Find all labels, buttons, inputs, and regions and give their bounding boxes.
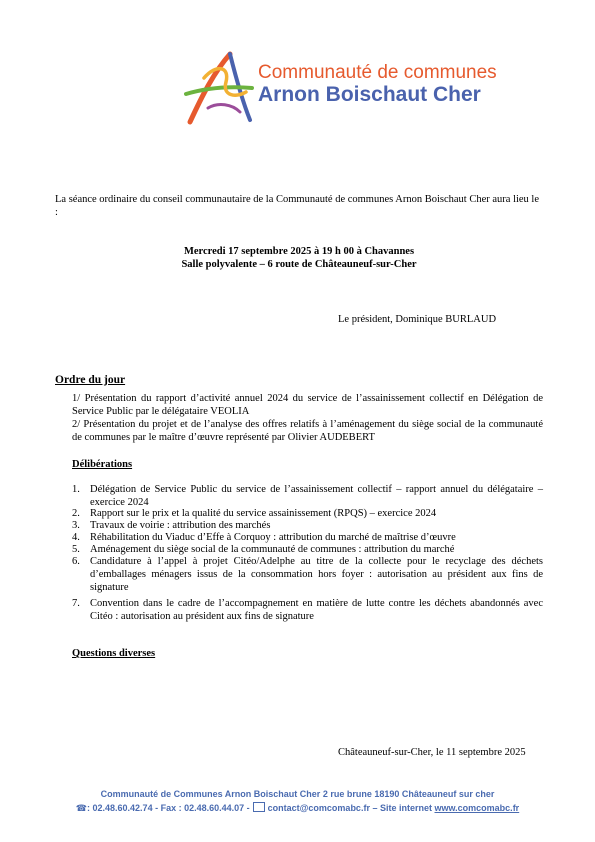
list-item <box>72 597 543 623</box>
phone-icon: ☎ <box>75 803 88 813</box>
list-item-text: Réhabilitation du Viaduc d’Effe à Corquoy : attribution du marché de maîtrise d’œuvre <box>90 532 456 543</box>
list-item-number: 3. <box>72 520 80 531</box>
list-item-text: Délégation de Service Public du service de l’assainissement collectif – rapport annuel du délégataire – exercice 2024 <box>90 484 543 508</box>
list-item-text: Travaux de voirie : attribution des marchés <box>90 520 271 531</box>
logo-line2: Arnon Boischaut Cher <box>258 83 481 106</box>
deliberations-list <box>72 483 543 633</box>
footer-contact <box>20 802 575 814</box>
presentation-1: 1/ Présentation du rapport d’activité annuel 2024 du service de l’assainissement collectif en Délégation de Service Public par le délégataire VEOLIA <box>72 393 543 417</box>
list-item-number: 4. <box>72 532 80 543</box>
logo-line1: Communauté de communes <box>258 62 497 83</box>
list-item <box>72 483 543 509</box>
logo <box>180 38 497 128</box>
footer-email[interactable]: contact@comcomabc.fr <box>267 803 370 813</box>
footer-site-link[interactable]: www.comcomabc.fr <box>434 803 520 813</box>
presentation-2: 2/ Présentation du projet et de l’analyse des offres relatifs à l’aménagement du siège social de la communauté de communes par le maître d’œuvre représenté par Olivier AUDEBERT <box>72 419 543 443</box>
deliberations-title: Délibérations <box>72 459 133 470</box>
footer <box>20 788 575 814</box>
questions-title: Questions diverses <box>72 648 156 659</box>
list-item-text: Aménagement du siège social de la communauté de communes : attribution du marché <box>90 544 455 555</box>
list-item-number: 5. <box>72 544 80 555</box>
footer-site-label: – Site internet <box>372 803 432 813</box>
list-item <box>72 555 543 594</box>
intro-text: La séance ordinaire du conseil communautaire de la Communauté de communes Arnon Boischaut Cher aura lieu le : <box>55 194 540 218</box>
meeting-date: Mercredi 17 septembre 2025 à 19 h 00 à Chavannes <box>183 246 415 257</box>
list-item-number: 1. <box>72 484 80 495</box>
meeting-place: Salle polyvalente – 6 route de Châteauneuf-sur-Cher <box>181 259 417 270</box>
president-line: Le président, Dominique BURLAUD <box>338 314 497 325</box>
signature-place-date: Châteauneuf-sur-Cher, le 11 septembre 2025 <box>338 747 526 758</box>
footer-address: Communauté de Communes Arnon Boischaut Cher 2 rue brune 18190 Châteauneuf sur cher <box>100 789 495 799</box>
logo-mark <box>180 38 260 128</box>
email-icon <box>253 802 265 812</box>
agenda-title: Ordre du jour <box>55 374 126 386</box>
list-item-text: Rapport sur le prix et la qualité du service assainissement (RPQS) – exercice 2024 <box>90 508 437 519</box>
list-item-number: 2. <box>72 508 80 519</box>
list-item-text: Convention dans le cadre de l’accompagnement en matière de lutte contre les déchets abandonnés avec Citéo : autorisation au président aux fins de signature <box>90 598 543 622</box>
list-item-number: 7. <box>72 598 80 609</box>
list-item-number: 6. <box>72 556 80 567</box>
list-item-text: Candidature à l’appel à projet Citéo/Adelphe au titre de la collecte pour le recyclage des déchets d’emballages ménagers issus de la consommation hors foyer : autorisation au président aux fins de signature <box>90 556 543 593</box>
footer-phone: : 02.48.60.42.74 - Fax : 02.48.60.44.07 - <box>87 803 250 813</box>
